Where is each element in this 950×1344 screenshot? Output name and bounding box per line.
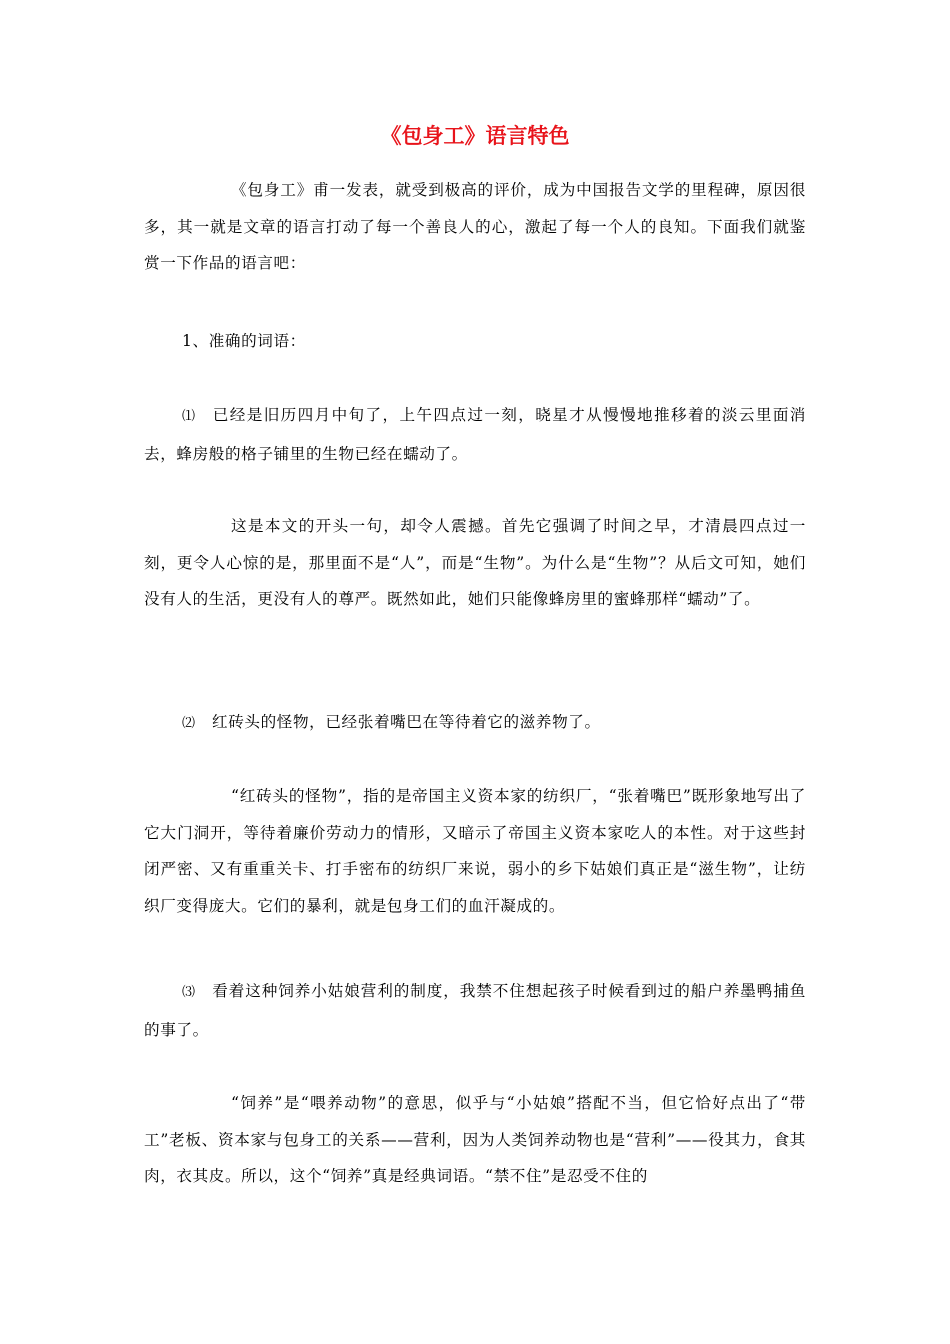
quote-text: 红砖头的怪物，已经张着嘴巴在等待着它的滋养物了。 <box>212 713 601 731</box>
quote-text: 已经是旧历四月中旬了，上午四点过一刻，晓星才从慢慢地推移着的淡云里面消去，蜂房般的格子铺里的生物已经在蠕动了。 <box>144 406 806 463</box>
item-number: ⑶ <box>182 985 196 1000</box>
analysis-1: 这是本文的开头一句，却令人震撼。首先它强调了时间之早，才清晨四点过一刻，更令人心惊的是，那里面不是“人”，而是“生物”。为什么是“生物”？从后文可知，她们没有人的生活，更没有人的尊严。既然如此，她们只能像蜂房里的蜜蜂那样“蠕动”了。 <box>144 517 806 608</box>
intro-paragraph: 《包身工》甫一发表，就受到极高的评价，成为中国报告文学的里程碑，原因很多，其一就是文章的语言打动了每一个善良人的心，激起了每一个人的良知。下面我们就鉴赏一下作品的语言吧： <box>144 181 806 272</box>
quote-1 <box>144 397 806 472</box>
analysis-2: “红砖头的怪物”，指的是帝国主义资本家的纺织厂，“张着嘴巴”既形象地写出了它大门洞开，等待着廉价劳动力的情形，又暗示了帝国主义资本家吃人的本性。对于这些封闭严密、又有重重关卡、打手密布的纺织厂来说，弱小的乡下姑娘们真正是“滋生物”，让纺织厂变得庞大。它们的暴利，就是包身工们的血汗凝成的。 <box>144 787 806 915</box>
quote-text: 看着这种饲养小姑娘营利的制度，我禁不住想起孩子时候看到过的船户养墨鸭捕鱼的事了。 <box>144 982 806 1039</box>
quote-2 <box>144 704 806 743</box>
item-number: ⑵ <box>182 716 196 731</box>
document-title: 《包身工》语言特色 <box>380 124 570 148</box>
analysis-3: “饲养”是“喂养动物”的意思，似乎与“小姑娘”搭配不当，但它恰好点出了“带工”老板、资本家与包身工的关系——营利，因为人类饲养动物也是“营利”——役其力，食其肉，衣其皮。所以，这个“饲养”真是经典词语。“禁不住”是忍受不住的 <box>144 1094 806 1185</box>
item-number: ⑴ <box>182 409 196 424</box>
quote-3 <box>144 973 806 1048</box>
section-heading: 1、准确的词语： <box>182 332 306 350</box>
